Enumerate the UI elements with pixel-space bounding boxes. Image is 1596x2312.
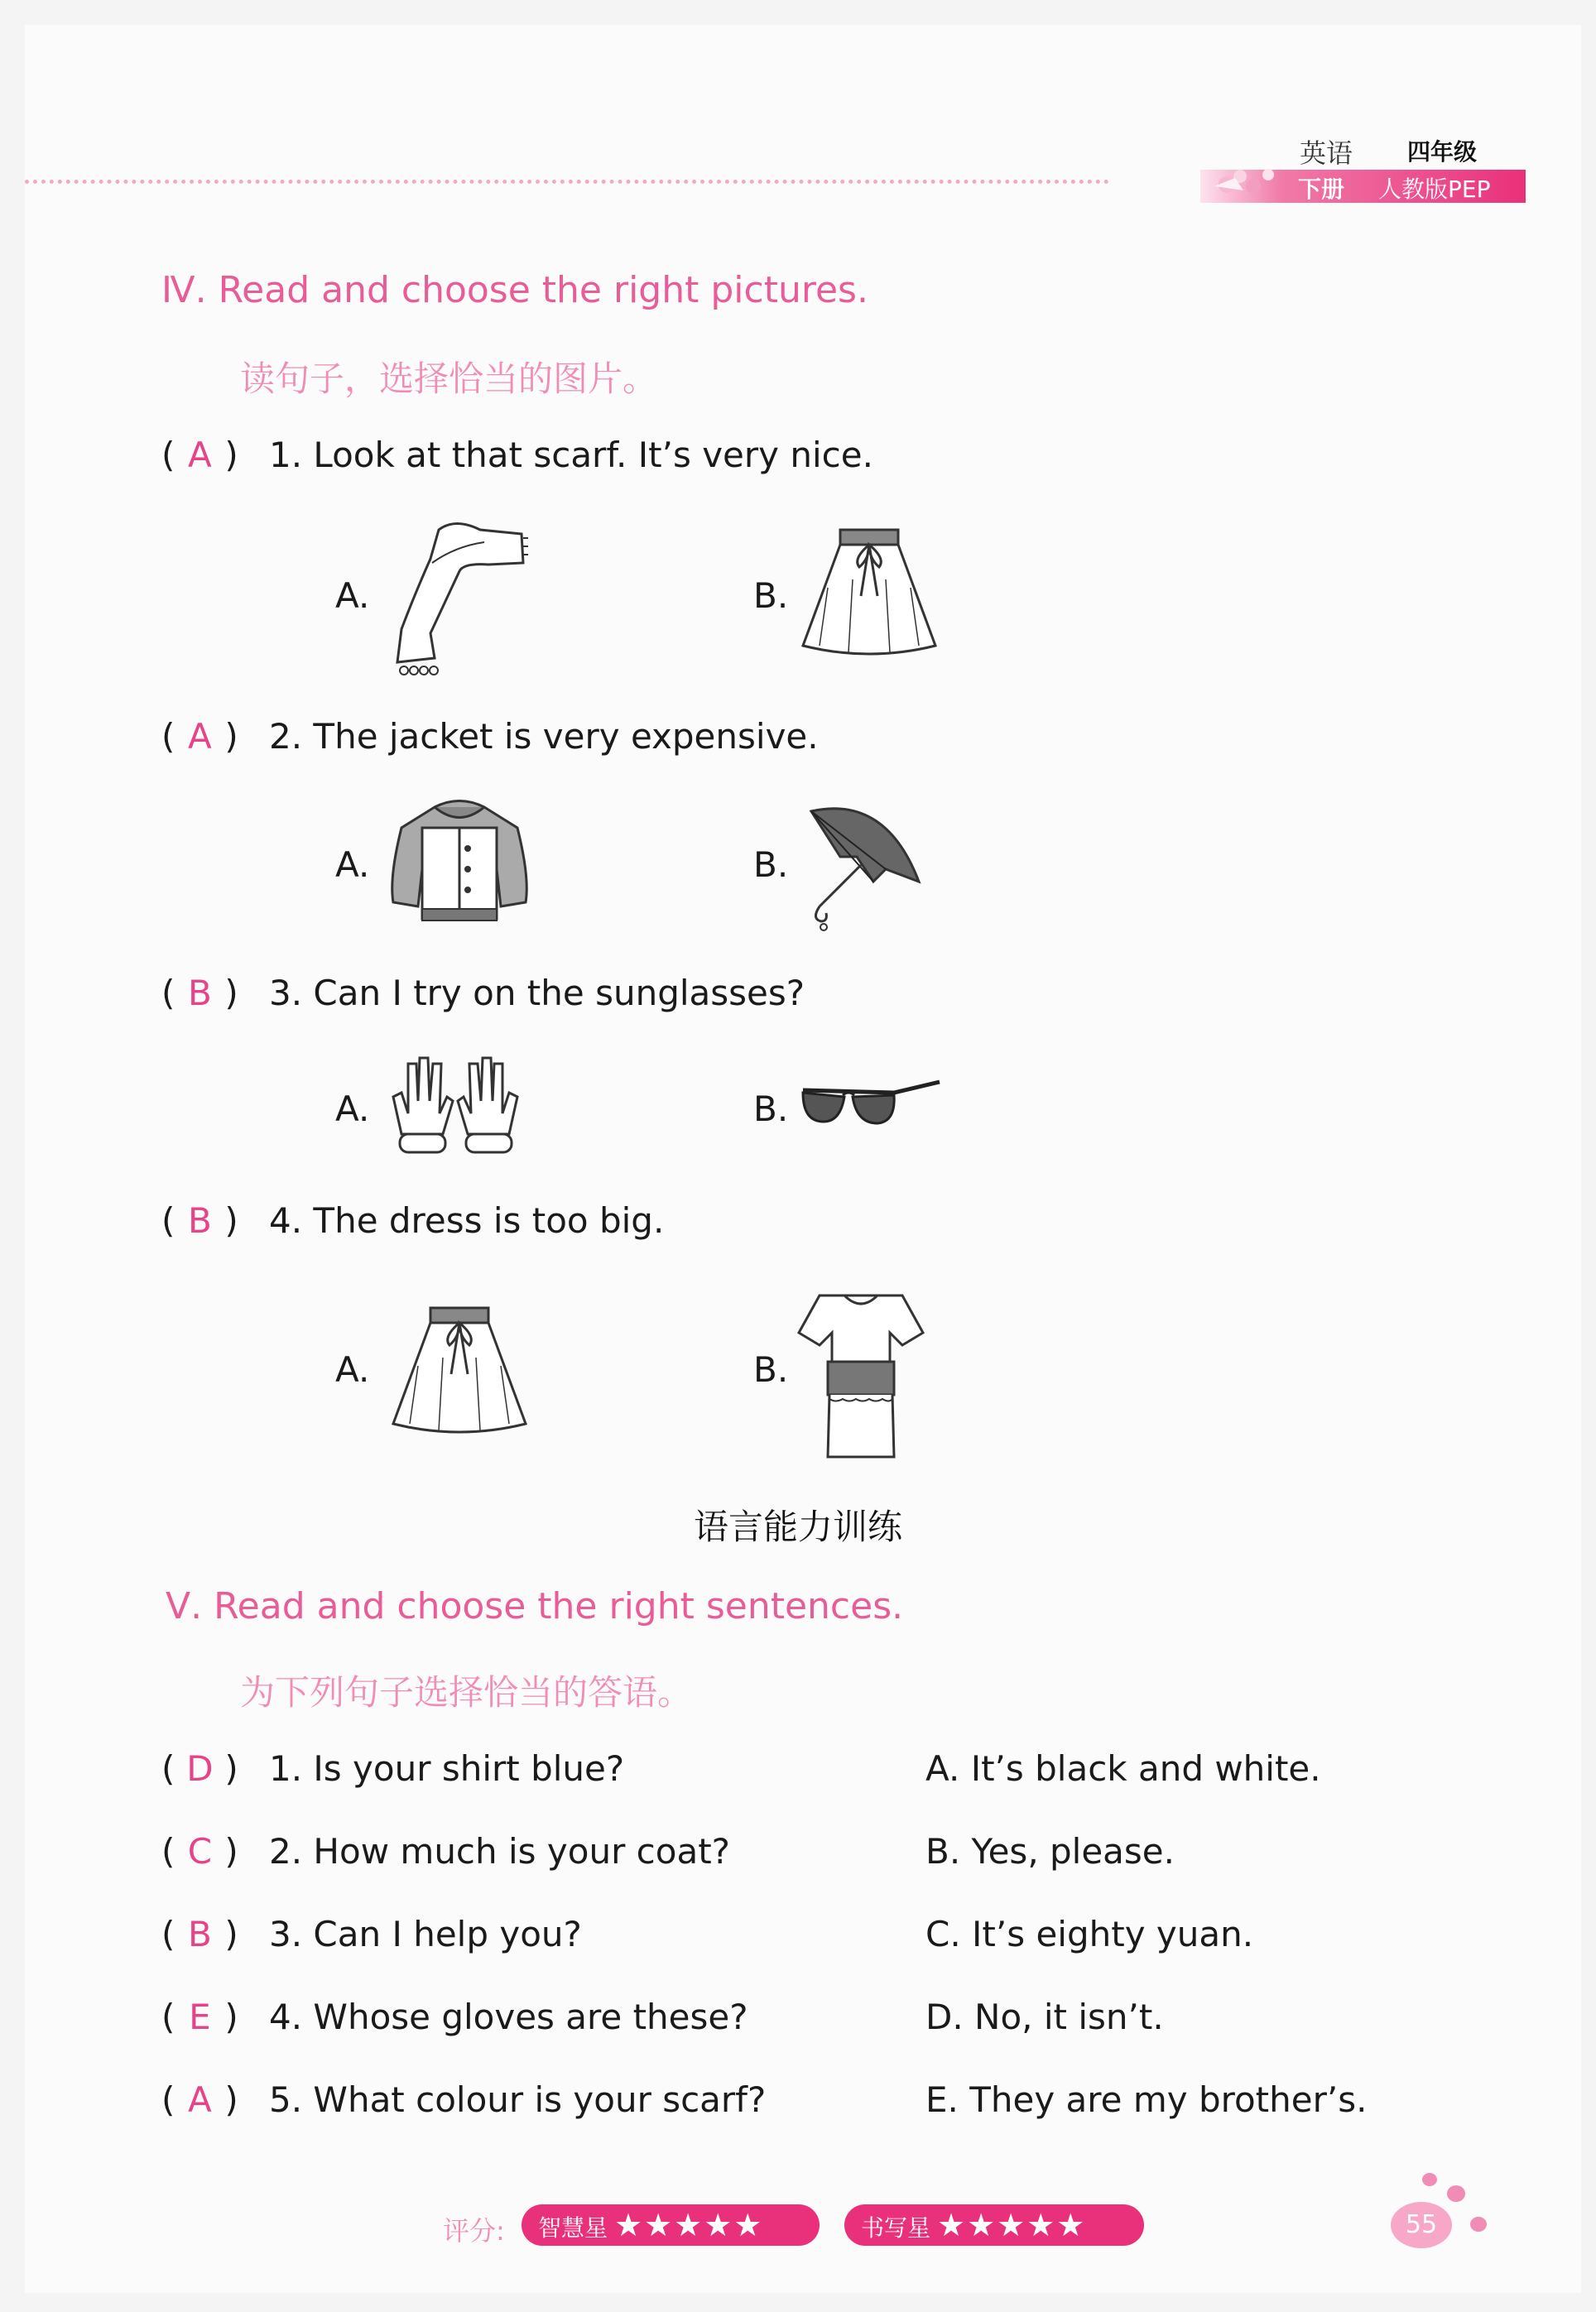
- flower-decoration-icon: [1210, 153, 1301, 203]
- s5-answer-1[interactable]: D: [186, 1748, 214, 1789]
- s4-answer-3[interactable]: B: [187, 973, 212, 1013]
- s5-answer-4[interactable]: E: [189, 1997, 211, 2037]
- sunglasses-icon: [795, 1072, 944, 1138]
- s4-question-4: ( B ) 4. The dress is too big.: [161, 1200, 665, 1241]
- writing-star-rating[interactable]: [844, 2204, 1144, 2246]
- s5-question-3: ( B ) 3. Can I help you?: [161, 1914, 582, 1954]
- s4-answer-2[interactable]: A: [188, 716, 212, 757]
- s5-answer-3[interactable]: B: [187, 1914, 212, 1954]
- header-edition: 人教版PEP: [1378, 175, 1491, 203]
- score-label: 评分:: [443, 2215, 505, 2247]
- s5-option-c: C. It’s eighty yuan.: [925, 1914, 1254, 1954]
- s4-question-2: ( A ) 2. The jacket is very expensive.: [161, 716, 819, 757]
- s4-q3-option-b-label: B.: [753, 1089, 789, 1129]
- dot-decoration-icon: [1470, 2217, 1487, 2232]
- wisdom-star-rating[interactable]: [522, 2204, 820, 2246]
- s5-question-5-text: 5. What colour is your scarf?: [269, 2079, 767, 2120]
- skirt-icon: [795, 522, 944, 662]
- skirt-icon: [385, 1300, 534, 1440]
- s4-q2-option-a-label: A.: [335, 844, 370, 885]
- s5-answer-2[interactable]: C: [187, 1831, 213, 1872]
- s5-question-2: ( C ) 2. How much is your coat?: [161, 1831, 730, 1872]
- wisdom-star-label: 智慧星: [538, 2214, 608, 2242]
- section-4-title: Ⅳ. Read and choose the right pictures.: [161, 269, 868, 311]
- s4-answer-1[interactable]: A: [188, 435, 212, 475]
- s4-q3-option-a-label: A.: [335, 1089, 370, 1129]
- s5-option-b: B. Yes, please.: [925, 1831, 1175, 1872]
- s5-question-2-text: 2. How much is your coat?: [269, 1831, 730, 1872]
- s5-option-d: D. No, it isn’t.: [925, 1997, 1164, 2037]
- dress-icon: [795, 1287, 927, 1465]
- s4-question-1-text: 1. Look at that scarf. It’s very nice.: [269, 435, 873, 475]
- umbrella-icon: [795, 799, 927, 931]
- s4-q2-option-b-label: B.: [753, 844, 789, 885]
- writing-star-label: 书写星: [861, 2214, 931, 2242]
- language-skills-label: 语言能力训练: [693, 1507, 902, 1547]
- s4-q4-option-a-label: A.: [335, 1349, 370, 1390]
- s5-question-3-text: 3. Can I help you?: [269, 1914, 582, 1954]
- page-number: 55: [1391, 2202, 1452, 2248]
- s5-question-1-text: 1. Is your shirt blue?: [269, 1748, 625, 1789]
- s4-question-4-text: 4. The dress is too big.: [269, 1200, 665, 1241]
- wisdom-stars-icon: ★★★★★: [614, 2207, 764, 2243]
- s4-answer-4[interactable]: B: [187, 1200, 212, 1241]
- writing-stars-icon: ★★★★★: [937, 2207, 1087, 2243]
- header-grade: 四年级: [1407, 138, 1478, 166]
- s5-question-4: ( E ) 4. Whose gloves are these?: [161, 1997, 748, 2037]
- header-term: 下册: [1298, 175, 1345, 203]
- section-4-subtitle: 读句子，选择恰当的图片。: [240, 358, 658, 399]
- s4-question-3: ( B ) 3. Can I try on the sunglasses?: [161, 973, 805, 1013]
- header-subject: 英语: [1300, 137, 1353, 169]
- jacket-icon: [385, 795, 534, 931]
- s4-question-2-text: 2. The jacket is very expensive.: [269, 716, 819, 757]
- s5-option-a: A. It’s black and white.: [925, 1748, 1321, 1789]
- s4-question-1: ( A ) 1. Look at that scarf. It’s very nice.: [161, 435, 873, 475]
- s4-q1-option-a-label: A.: [335, 575, 370, 616]
- dot-decoration-icon: [1422, 2173, 1437, 2186]
- header-dotted-rule: [25, 180, 1109, 184]
- s4-q4-option-b-label: B.: [753, 1349, 789, 1390]
- section-5-title: Ⅴ. Read and choose the right sentences.: [166, 1585, 904, 1627]
- gloves-icon: [385, 1051, 526, 1159]
- scarf-icon: [381, 513, 530, 679]
- s5-option-e: E. They are my brother’s.: [925, 2079, 1368, 2120]
- s5-question-5: ( A ) 5. What colour is your scarf?: [161, 2079, 767, 2120]
- s5-question-4-text: 4. Whose gloves are these?: [269, 1997, 748, 2037]
- section-5-subtitle: 为下列句子选择恰当的答语。: [240, 1672, 693, 1713]
- s5-question-1: ( D ) 1. Is your shirt blue?: [161, 1748, 625, 1789]
- s4-question-3-text: 3. Can I try on the sunglasses?: [269, 973, 805, 1013]
- dot-decoration-icon: [1447, 2185, 1465, 2202]
- s5-answer-5[interactable]: A: [188, 2079, 212, 2120]
- s4-q1-option-b-label: B.: [753, 575, 789, 616]
